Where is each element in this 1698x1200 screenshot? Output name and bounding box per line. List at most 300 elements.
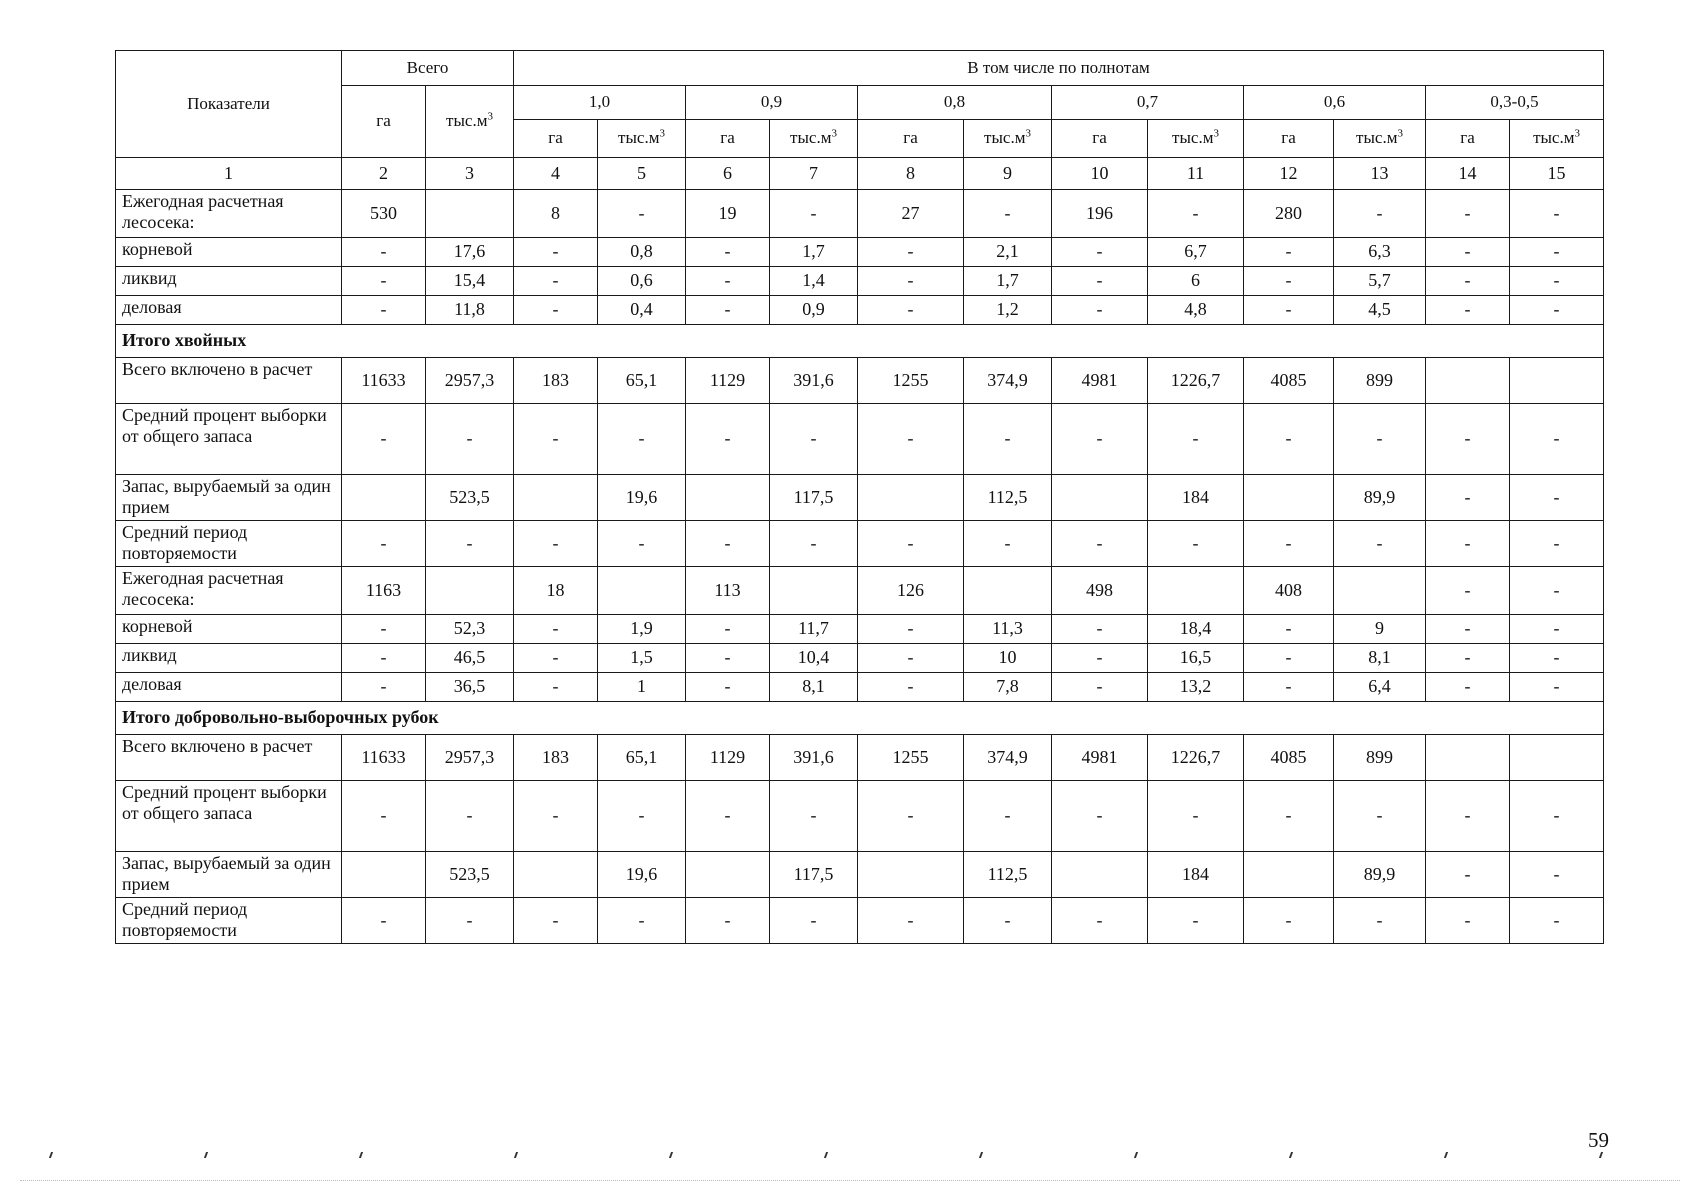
- table-cell: -: [1426, 852, 1510, 898]
- table-cell: [514, 852, 598, 898]
- column-number: 8: [858, 158, 964, 190]
- table-cell: 530: [342, 190, 426, 238]
- unit-label: тыс.м: [984, 128, 1026, 148]
- table-cell: -: [1510, 898, 1604, 944]
- table-cell: 2,1: [964, 238, 1052, 267]
- scan-mark: [1444, 1152, 1448, 1158]
- table-cell: -: [1510, 521, 1604, 567]
- table-cell: [1244, 475, 1334, 521]
- table-cell: 2957,3: [426, 358, 514, 404]
- unit-superscript: 3: [659, 127, 665, 140]
- table-cell: -: [1334, 404, 1426, 475]
- scan-mark: [669, 1152, 673, 1158]
- table-cell: -: [598, 190, 686, 238]
- scan-mark: [49, 1152, 53, 1158]
- table-row: [116, 475, 1604, 521]
- table-cell: 11,7: [770, 615, 858, 644]
- table-cell: -: [1426, 615, 1510, 644]
- table-cell: -: [1052, 238, 1148, 267]
- row-label: Средний период повторяемости: [116, 521, 342, 567]
- table-cell: 0,9: [770, 296, 858, 325]
- table-row: [116, 644, 1604, 673]
- table-cell: -: [964, 898, 1052, 944]
- unit-superscript: 3: [487, 110, 493, 123]
- table-cell: -: [514, 898, 598, 944]
- total-header: Всего: [342, 51, 514, 86]
- table-cell: 7,8: [964, 673, 1052, 702]
- table-row: [116, 735, 1604, 781]
- table-row: [116, 190, 1604, 238]
- table-cell: -: [1244, 898, 1334, 944]
- table-cell: 1129: [686, 358, 770, 404]
- table-cell: [514, 475, 598, 521]
- table-cell: -: [686, 404, 770, 475]
- table-row: [116, 267, 1604, 296]
- table-cell: -: [686, 673, 770, 702]
- table-cell: -: [1052, 404, 1148, 475]
- table-row: [116, 852, 1604, 898]
- table-cell: 4981: [1052, 735, 1148, 781]
- table-cell: -: [1426, 190, 1510, 238]
- table-cell: -: [858, 615, 964, 644]
- table-cell: [1426, 358, 1510, 404]
- table-cell: -: [1426, 267, 1510, 296]
- table-cell: -: [1426, 475, 1510, 521]
- table-cell: -: [770, 404, 858, 475]
- table-cell: -: [1148, 190, 1244, 238]
- ha-header: га: [686, 120, 770, 158]
- table-cell: -: [858, 404, 964, 475]
- table-cell: -: [1244, 521, 1334, 567]
- table-cell: 19: [686, 190, 770, 238]
- unit-superscript: 3: [1574, 127, 1580, 140]
- section-title: Итого хвойных: [116, 325, 1604, 358]
- table-cell: [1510, 358, 1604, 404]
- table-cell: [1334, 567, 1426, 615]
- table-cell: -: [686, 781, 770, 852]
- column-number-row: [116, 158, 1604, 190]
- table-cell: -: [686, 238, 770, 267]
- table-cell: [342, 852, 426, 898]
- row-label: Ежегодная расчетная лесосека:: [116, 567, 342, 615]
- table-cell: -: [1510, 567, 1604, 615]
- table-cell: 46,5: [426, 644, 514, 673]
- forest-indicators-table: [115, 50, 1604, 944]
- table-row: [116, 781, 1604, 852]
- table-cell: 65,1: [598, 358, 686, 404]
- table-cell: -: [770, 190, 858, 238]
- unit-label: тыс.м: [1356, 128, 1398, 148]
- table-cell: [426, 190, 514, 238]
- total-volume-header: [426, 86, 514, 158]
- row-label: корневой: [116, 238, 342, 267]
- volume-header: [1334, 120, 1426, 158]
- table-cell: 184: [1148, 475, 1244, 521]
- table-cell: 4085: [1244, 358, 1334, 404]
- table-cell: 1129: [686, 735, 770, 781]
- table-cell: -: [1510, 238, 1604, 267]
- table-cell: -: [1052, 521, 1148, 567]
- table-cell: [770, 567, 858, 615]
- density-header: 0,3-0,5: [1426, 86, 1604, 120]
- table-cell: 89,9: [1334, 475, 1426, 521]
- table-cell: 19,6: [598, 475, 686, 521]
- table-cell: -: [1510, 852, 1604, 898]
- table-cell: -: [686, 296, 770, 325]
- table-cell: -: [342, 521, 426, 567]
- ha-header: га: [1244, 120, 1334, 158]
- ha-header: га: [514, 120, 598, 158]
- table-cell: 9: [1334, 615, 1426, 644]
- table-cell: -: [1052, 267, 1148, 296]
- table-cell: 1255: [858, 358, 964, 404]
- table-cell: 15,4: [426, 267, 514, 296]
- table-row: [116, 673, 1604, 702]
- scan-mark: [824, 1152, 828, 1158]
- table-cell: -: [598, 781, 686, 852]
- section-title: Итого добровольно-выборочных рубок: [116, 702, 1604, 735]
- table-cell: 8,1: [1334, 644, 1426, 673]
- density-header: 0,9: [686, 86, 858, 120]
- row-label: Средний период повторяемости: [116, 898, 342, 944]
- table-cell: [1148, 567, 1244, 615]
- table-cell: -: [686, 644, 770, 673]
- table-cell: 6,4: [1334, 673, 1426, 702]
- scan-mark: [1599, 1152, 1603, 1158]
- table-cell: -: [342, 615, 426, 644]
- table-cell: 1226,7: [1148, 735, 1244, 781]
- table-cell: -: [514, 644, 598, 673]
- table-cell: -: [342, 673, 426, 702]
- table-cell: 126: [858, 567, 964, 615]
- table-cell: 899: [1334, 358, 1426, 404]
- table-cell: 10: [964, 644, 1052, 673]
- table-cell: 117,5: [770, 852, 858, 898]
- table-cell: 196: [1052, 190, 1148, 238]
- table-cell: 6,3: [1334, 238, 1426, 267]
- ha-header: га: [1426, 120, 1510, 158]
- table-cell: -: [1334, 781, 1426, 852]
- table-cell: -: [1510, 404, 1604, 475]
- table-cell: -: [1510, 781, 1604, 852]
- table-cell: -: [1148, 781, 1244, 852]
- table-cell: -: [858, 781, 964, 852]
- table-cell: -: [1148, 898, 1244, 944]
- table-cell: -: [514, 521, 598, 567]
- table-cell: 112,5: [964, 475, 1052, 521]
- table-cell: -: [598, 898, 686, 944]
- table-cell: [1052, 475, 1148, 521]
- table-cell: 19,6: [598, 852, 686, 898]
- table-cell: -: [858, 267, 964, 296]
- table-cell: 391,6: [770, 358, 858, 404]
- table-cell: 16,5: [1148, 644, 1244, 673]
- table-cell: [1510, 735, 1604, 781]
- table-cell: 1: [598, 673, 686, 702]
- row-label: Запас, вырубаемый за один прием: [116, 852, 342, 898]
- table-cell: -: [1244, 781, 1334, 852]
- table-cell: [342, 475, 426, 521]
- table-cell: 1,2: [964, 296, 1052, 325]
- table-cell: 8: [514, 190, 598, 238]
- table-cell: -: [1426, 404, 1510, 475]
- table-cell: 1,5: [598, 644, 686, 673]
- table-cell: -: [858, 898, 964, 944]
- table-cell: 0,6: [598, 267, 686, 296]
- row-label: деловая: [116, 296, 342, 325]
- table-cell: 4,5: [1334, 296, 1426, 325]
- table-cell: [426, 567, 514, 615]
- table-cell: -: [1052, 296, 1148, 325]
- indicators-header: Показатели: [116, 51, 342, 158]
- volume-header: [964, 120, 1052, 158]
- table-cell: [858, 475, 964, 521]
- table-cell: 65,1: [598, 735, 686, 781]
- unit-superscript: 3: [1025, 127, 1031, 140]
- unit-superscript: 3: [1397, 127, 1403, 140]
- table-cell: [598, 567, 686, 615]
- table-cell: -: [858, 673, 964, 702]
- table-cell: 1,7: [770, 238, 858, 267]
- table-row: [116, 567, 1604, 615]
- ha-header: га: [1052, 120, 1148, 158]
- row-label: Запас, вырубаемый за один прием: [116, 475, 342, 521]
- table-row: [116, 898, 1604, 944]
- table-cell: [686, 475, 770, 521]
- table-cell: 408: [1244, 567, 1334, 615]
- table-cell: -: [858, 296, 964, 325]
- table-cell: -: [1426, 238, 1510, 267]
- density-header: 0,8: [858, 86, 1052, 120]
- table-cell: 11633: [342, 735, 426, 781]
- by-density-header: В том числе по полнотам: [514, 51, 1604, 86]
- column-number: 13: [1334, 158, 1426, 190]
- table-cell: -: [964, 190, 1052, 238]
- density-header: 0,7: [1052, 86, 1244, 120]
- column-number: 5: [598, 158, 686, 190]
- table-cell: 523,5: [426, 475, 514, 521]
- table-row: [116, 238, 1604, 267]
- scan-mark: [979, 1152, 983, 1158]
- table-cell: 4085: [1244, 735, 1334, 781]
- scan-mark: [1289, 1152, 1293, 1158]
- table-cell: 11,3: [964, 615, 1052, 644]
- table-cell: 52,3: [426, 615, 514, 644]
- unit-superscript: 3: [1213, 127, 1219, 140]
- table-cell: 112,5: [964, 852, 1052, 898]
- table-cell: -: [964, 404, 1052, 475]
- table-cell: -: [770, 781, 858, 852]
- table-cell: -: [1510, 644, 1604, 673]
- section-row: [116, 702, 1604, 735]
- volume-header: [1510, 120, 1604, 158]
- table-cell: -: [426, 404, 514, 475]
- table-header: [116, 51, 1604, 190]
- column-number: 1: [116, 158, 342, 190]
- table-body: [116, 190, 1604, 944]
- table-cell: -: [1148, 404, 1244, 475]
- table-cell: -: [1244, 267, 1334, 296]
- table-cell: -: [514, 296, 598, 325]
- column-number: 2: [342, 158, 426, 190]
- table-cell: -: [1334, 190, 1426, 238]
- table-cell: -: [1244, 404, 1334, 475]
- volume-header: [598, 120, 686, 158]
- table-cell: -: [686, 521, 770, 567]
- table-cell: 4,8: [1148, 296, 1244, 325]
- column-number: 14: [1426, 158, 1510, 190]
- row-label: Всего включено в расчет: [116, 358, 342, 404]
- table-cell: -: [1244, 238, 1334, 267]
- table-cell: [858, 852, 964, 898]
- table-cell: -: [1244, 673, 1334, 702]
- table-cell: 374,9: [964, 735, 1052, 781]
- ha-header: га: [858, 120, 964, 158]
- table-cell: -: [514, 781, 598, 852]
- table-cell: -: [1426, 296, 1510, 325]
- table-cell: -: [770, 521, 858, 567]
- table-cell: 8,1: [770, 673, 858, 702]
- column-number: 15: [1510, 158, 1604, 190]
- table-cell: 0,8: [598, 238, 686, 267]
- column-number: 12: [1244, 158, 1334, 190]
- scan-mark: [1134, 1152, 1138, 1158]
- table-cell: -: [1052, 781, 1148, 852]
- table-cell: -: [1052, 898, 1148, 944]
- table-cell: 36,5: [426, 673, 514, 702]
- table-cell: -: [598, 521, 686, 567]
- table-cell: 899: [1334, 735, 1426, 781]
- table-cell: 18: [514, 567, 598, 615]
- table-cell: -: [342, 296, 426, 325]
- table-cell: -: [1244, 644, 1334, 673]
- table-cell: 11633: [342, 358, 426, 404]
- table-cell: 2957,3: [426, 735, 514, 781]
- table-cell: 13,2: [1148, 673, 1244, 702]
- row-label: Средний процент выборки от общего запаса: [116, 781, 342, 852]
- table-cell: -: [342, 267, 426, 296]
- table-row: [116, 521, 1604, 567]
- table-cell: -: [426, 521, 514, 567]
- scan-mark: [204, 1152, 208, 1158]
- volume-header: [770, 120, 858, 158]
- column-number: 3: [426, 158, 514, 190]
- table-cell: 391,6: [770, 735, 858, 781]
- volume-header: [1148, 120, 1244, 158]
- row-label: корневой: [116, 615, 342, 644]
- table-cell: 498: [1052, 567, 1148, 615]
- table-cell: 27: [858, 190, 964, 238]
- table-cell: 17,6: [426, 238, 514, 267]
- column-number: 6: [686, 158, 770, 190]
- table-cell: -: [858, 521, 964, 567]
- row-label: Средний процент выборки от общего запаса: [116, 404, 342, 475]
- table-cell: 10,4: [770, 644, 858, 673]
- total-ha-header: га: [342, 86, 426, 158]
- column-number: 4: [514, 158, 598, 190]
- table-cell: [1244, 852, 1334, 898]
- table-cell: -: [1426, 781, 1510, 852]
- unit-label: тыс.м: [1533, 128, 1575, 148]
- table-cell: -: [1052, 615, 1148, 644]
- table-cell: 1,4: [770, 267, 858, 296]
- table-cell: 184: [1148, 852, 1244, 898]
- table-cell: 18,4: [1148, 615, 1244, 644]
- table-cell: 183: [514, 735, 598, 781]
- table-cell: -: [1052, 644, 1148, 673]
- table-cell: -: [964, 521, 1052, 567]
- table-cell: -: [858, 644, 964, 673]
- table-cell: -: [1426, 673, 1510, 702]
- table-cell: -: [1510, 615, 1604, 644]
- row-label: деловая: [116, 673, 342, 702]
- table-cell: [686, 852, 770, 898]
- table-cell: 4981: [1052, 358, 1148, 404]
- table-cell: 89,9: [1334, 852, 1426, 898]
- table-cell: 1,7: [964, 267, 1052, 296]
- row-label: ликвид: [116, 267, 342, 296]
- table-row: [116, 615, 1604, 644]
- scan-mark: [514, 1152, 518, 1158]
- table-cell: -: [342, 238, 426, 267]
- unit-label: тыс.м: [1172, 128, 1214, 148]
- table-cell: -: [514, 404, 598, 475]
- table-cell: -: [858, 238, 964, 267]
- unit-label: тыс.м: [618, 128, 660, 148]
- table-cell: -: [342, 781, 426, 852]
- scan-mark: [359, 1152, 363, 1158]
- table-cell: 183: [514, 358, 598, 404]
- table-cell: -: [514, 673, 598, 702]
- table-cell: -: [1244, 615, 1334, 644]
- table-cell: -: [1510, 296, 1604, 325]
- table-cell: 113: [686, 567, 770, 615]
- table-cell: -: [426, 781, 514, 852]
- table-cell: 0,4: [598, 296, 686, 325]
- table-cell: -: [1510, 475, 1604, 521]
- unit-label: тыс.м: [446, 111, 488, 131]
- density-header: 0,6: [1244, 86, 1426, 120]
- table-cell: 5,7: [1334, 267, 1426, 296]
- row-label: Ежегодная расчетная лесосека:: [116, 190, 342, 238]
- column-number: 11: [1148, 158, 1244, 190]
- table-cell: [1426, 735, 1510, 781]
- table-cell: -: [1244, 296, 1334, 325]
- unit-superscript: 3: [831, 127, 837, 140]
- row-label: Всего включено в расчет: [116, 735, 342, 781]
- section-row: [116, 325, 1604, 358]
- table-cell: -: [1334, 898, 1426, 944]
- table-cell: -: [1426, 567, 1510, 615]
- table-cell: 1,9: [598, 615, 686, 644]
- table-cell: 523,5: [426, 852, 514, 898]
- table-cell: -: [1510, 267, 1604, 296]
- table-cell: -: [514, 238, 598, 267]
- density-header: 1,0: [514, 86, 686, 120]
- table-row: [116, 358, 1604, 404]
- table-cell: [1052, 852, 1148, 898]
- table-cell: 1226,7: [1148, 358, 1244, 404]
- table-cell: -: [1052, 673, 1148, 702]
- table-cell: -: [964, 781, 1052, 852]
- table-cell: -: [1334, 521, 1426, 567]
- table-row: [116, 296, 1604, 325]
- table-cell: [964, 567, 1052, 615]
- table-cell: -: [598, 404, 686, 475]
- table-cell: 374,9: [964, 358, 1052, 404]
- table-cell: -: [514, 267, 598, 296]
- page-number: 59: [1588, 1128, 1609, 1152]
